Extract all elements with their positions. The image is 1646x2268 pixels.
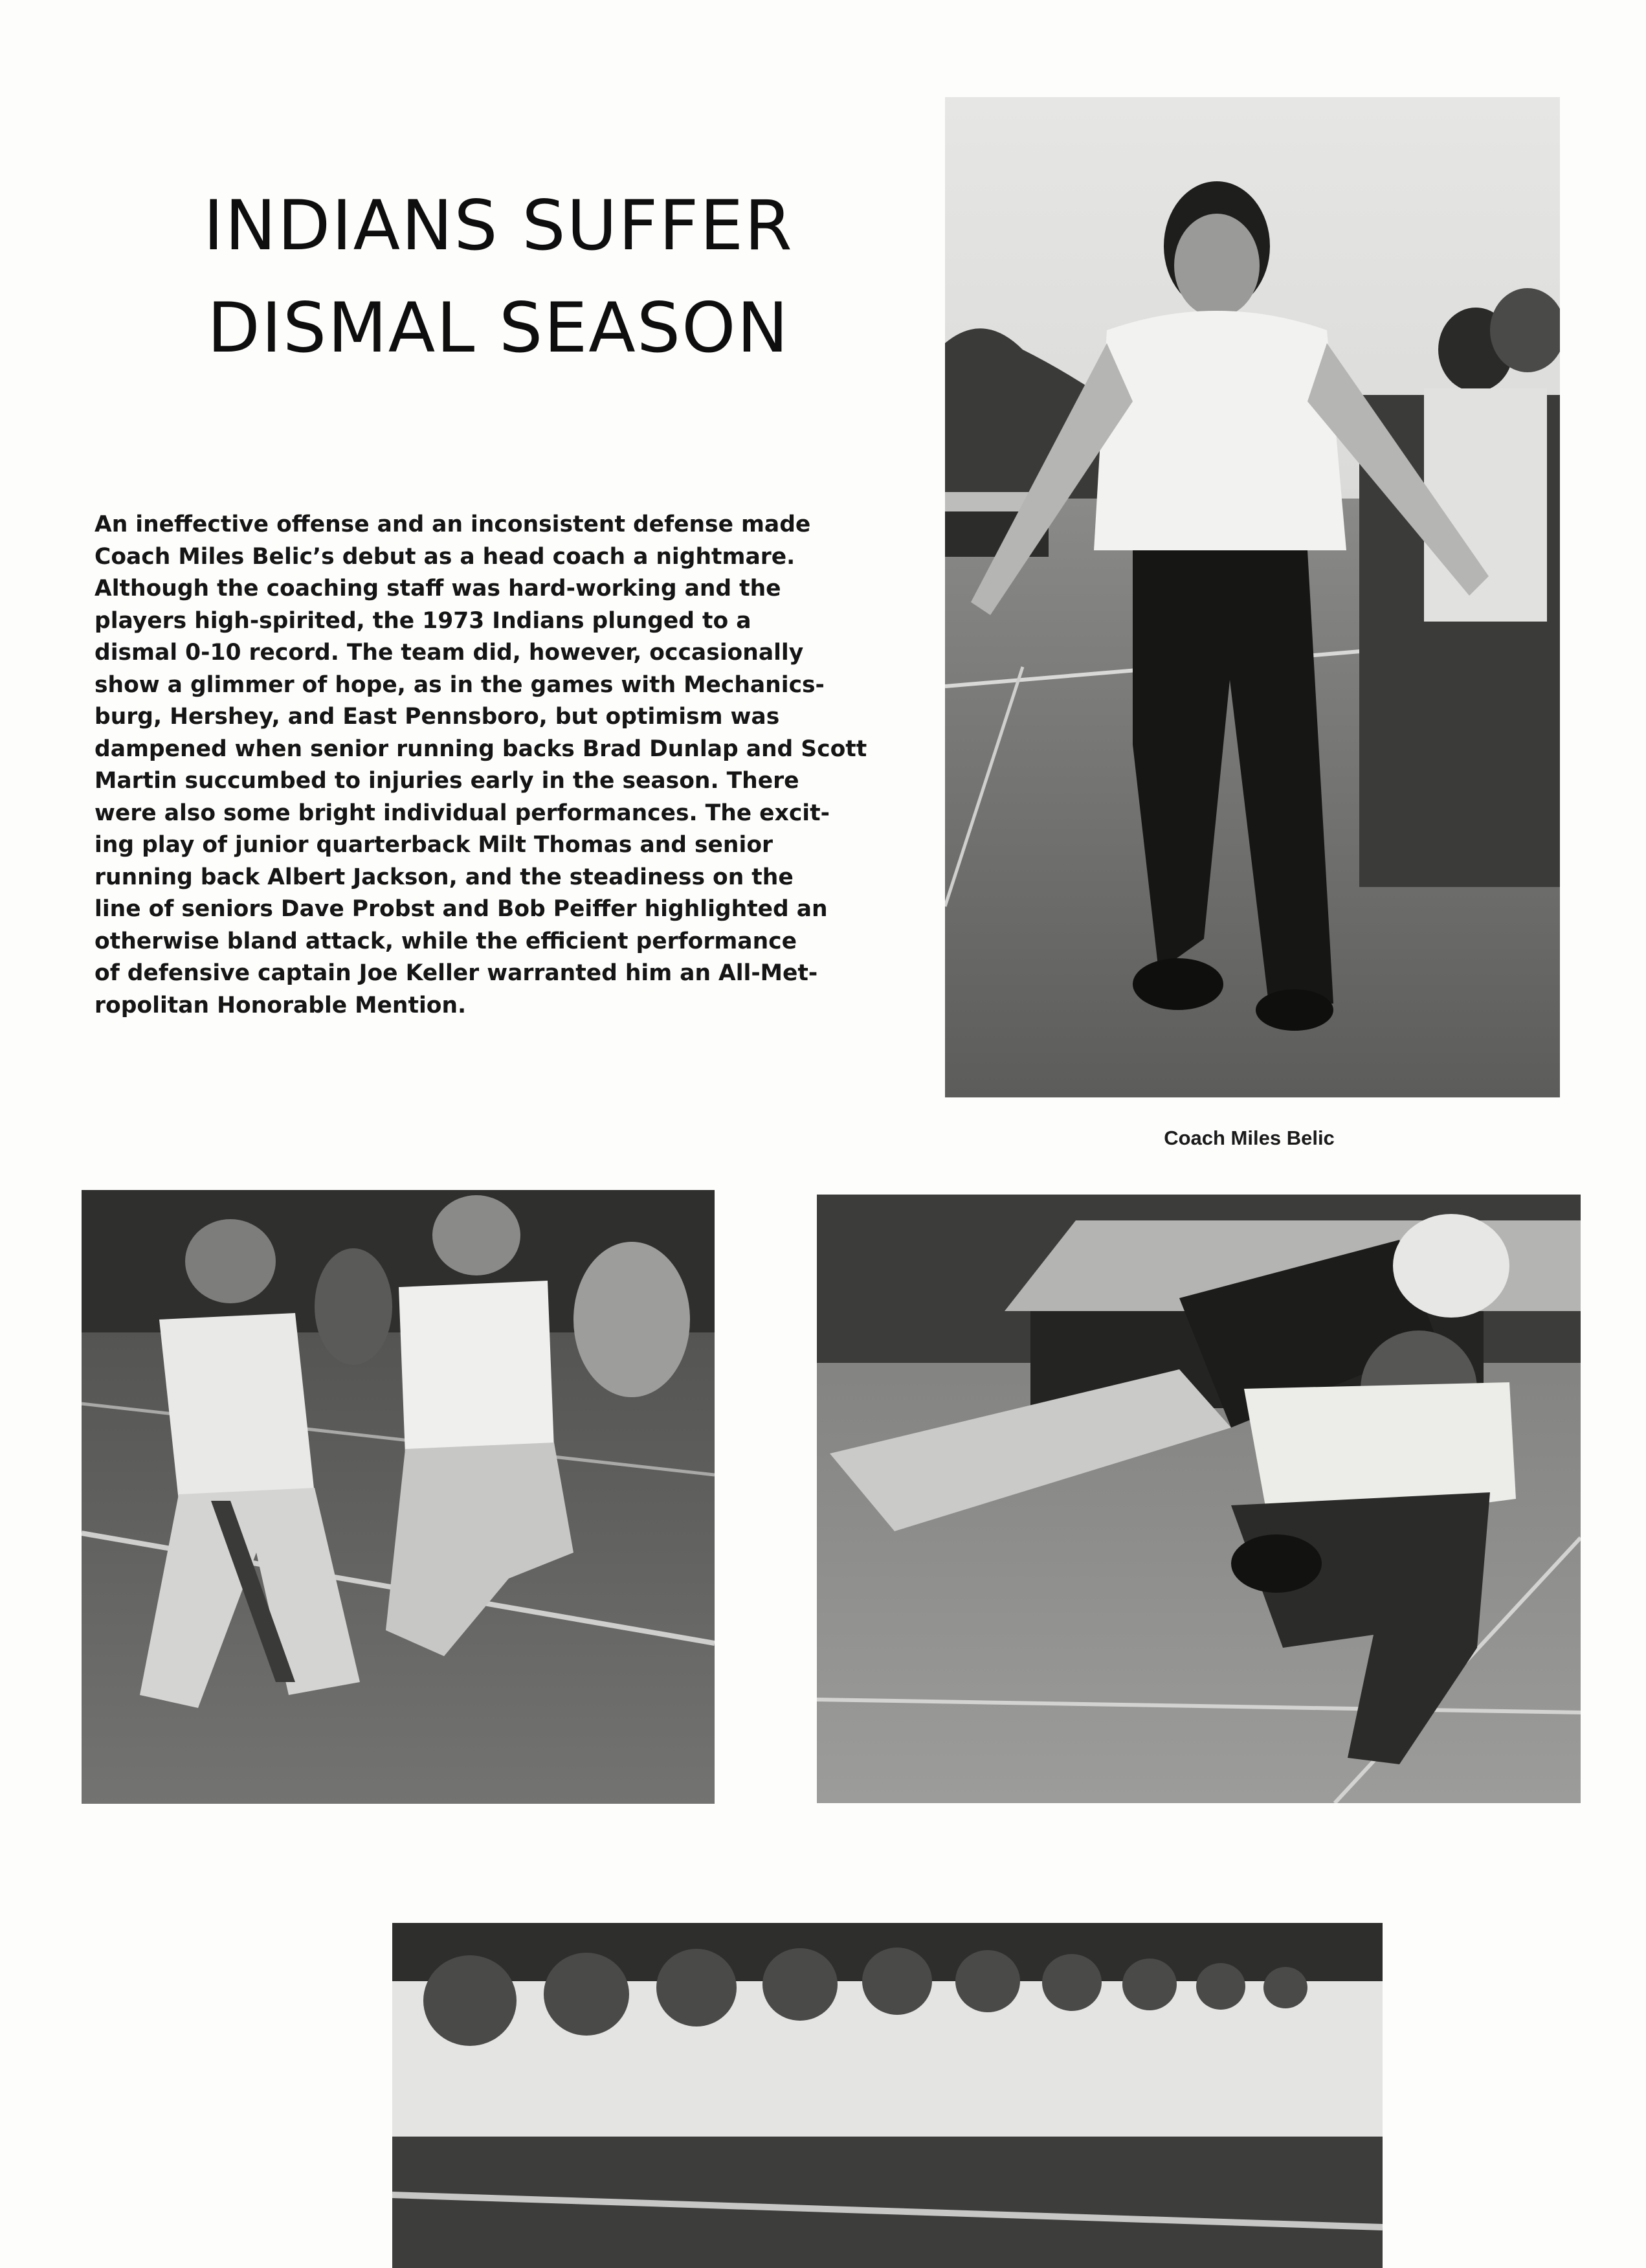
running-play-image bbox=[82, 1190, 715, 1804]
bench-image bbox=[392, 1923, 1383, 2268]
bench-photo bbox=[392, 1923, 1383, 2268]
running-play-photo bbox=[82, 1190, 715, 1804]
body-line: line of seniors Dave Probst and Bob Peiffer highlighted an bbox=[95, 896, 828, 922]
body-line: Martin succumbed to injuries early in the season. There bbox=[95, 768, 799, 794]
body-line: ing play of junior quarterback Milt Thomas and senior bbox=[95, 832, 773, 858]
body-line: players high-spirited, the 1973 Indians plunged to a bbox=[95, 607, 751, 634]
tackle-photo bbox=[817, 1195, 1581, 1803]
tackle-image bbox=[817, 1195, 1581, 1803]
body-line: were also some bright individual performances. The excit- bbox=[95, 800, 830, 826]
body-line: running back Albert Jackson, and the steadiness on the bbox=[95, 864, 794, 890]
headline-line-2: DISMAL SEASON bbox=[207, 288, 790, 368]
body-line: otherwise bland attack, while the efficient performance bbox=[95, 928, 797, 954]
body-line: Although the coaching staff was hard-working and the bbox=[95, 576, 781, 601]
coach-photo bbox=[945, 97, 1560, 1097]
headline-line-1: INDIANS SUFFER bbox=[203, 186, 794, 265]
page-title bbox=[155, 175, 841, 379]
article-body bbox=[95, 509, 867, 1022]
body-line: Coach Miles Belic’s debut as a head coach a nightmare. bbox=[95, 543, 795, 570]
body-line: An ineffective offense and an inconsistent defense made bbox=[95, 511, 811, 537]
body-line: show a glimmer of hope, as in the games with Mechanics- bbox=[95, 671, 825, 698]
body-line: ropolitan Honorable Mention. bbox=[95, 992, 467, 1018]
body-line: burg, Hershey, and East Pennsboro, but optimism was bbox=[95, 704, 780, 730]
body-line: of defensive captain Joe Keller warranted him an All-Met- bbox=[95, 960, 818, 986]
body-line: dampened when senior running backs Brad Dunlap and Scott bbox=[95, 735, 867, 762]
body-line: dismal 0-10 record. The team did, however, occasionally bbox=[95, 640, 804, 666]
coach-photo-image bbox=[945, 97, 1560, 1097]
coach-photo-caption: Coach Miles Belic bbox=[1164, 1127, 1335, 1149]
